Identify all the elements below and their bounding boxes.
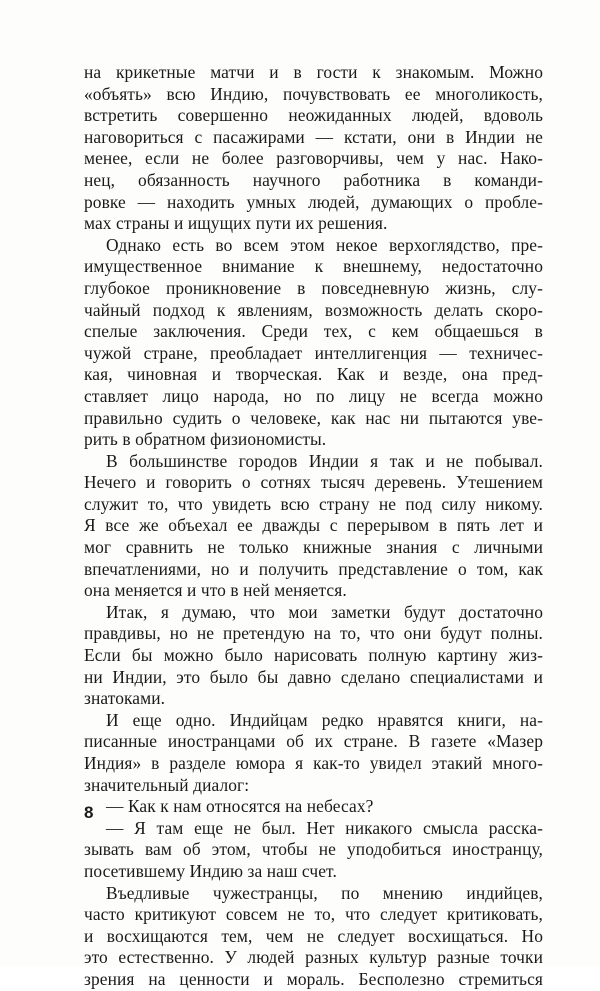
text-line: менее, если не более разговорчивы, чем у нас. Нако- xyxy=(84,148,543,169)
text-line: правдивы, но не претендую на то, что они будут полны. xyxy=(84,623,543,644)
text-line: глубокое проникновение в повседневную жизнь, слу- xyxy=(84,277,543,298)
text-line: впечатлениями, но и получить представление о том, как xyxy=(84,558,543,579)
text-line: «объять» всю Индию, почувствовать ее многоликость, xyxy=(84,83,543,104)
text-line: посетившему Индию за наш счет. xyxy=(84,860,337,881)
paragraph xyxy=(84,796,543,818)
page-number: 8 xyxy=(84,803,94,822)
text-line: Однако есть во всем этом некое верхоглядство, пре- xyxy=(106,234,543,255)
text-line: Итак, я думаю, что мои заметки будут достаточно xyxy=(106,601,543,622)
text-line: мог сравнить не только книжные знания с личными xyxy=(84,537,543,558)
text-line: служит то, что увидеть всю страну не под силу никому. xyxy=(84,493,543,514)
text-line: часто критикуют совсем не то, что следует критиковать, xyxy=(84,904,543,925)
text-line: и восхищаются тем, чем не следует восхищаться. Но xyxy=(84,925,543,946)
text-line: встретить совершенно неожиданных людей, вдоволь xyxy=(84,105,543,126)
paragraph xyxy=(84,818,543,883)
text-line: Я все же объехал ее дважды с перерывом в пять лет и xyxy=(84,515,543,536)
paragraph xyxy=(84,451,543,602)
text-line: спелые заключения. Среди тех, с кем общаешься в xyxy=(84,321,543,342)
text-line: Индия» в разделе юмора я как-то увидел этакий много- xyxy=(84,753,543,773)
text-line: значительный диалог: xyxy=(84,774,250,795)
text-line: Если бы можно было нарисовать полную картину жиз- xyxy=(84,645,543,666)
text-line: ровке — находить умных людей, думающих о пробле- xyxy=(84,191,543,212)
text-line: это естественно. У людей разных культур разные точки xyxy=(84,947,543,968)
text-line: на крикетные матчи и в гости к знакомым. Можно xyxy=(84,62,543,82)
text-line: кая, чиновная и творческая. Как и везде, она пред- xyxy=(84,364,543,385)
text-line: писанные иностранцами об их стране. В газете «Мазер xyxy=(84,731,543,752)
text-line: ставляет лицо народа, но по лицу не всегда можно xyxy=(84,385,543,406)
text-line: ни Индии, это было бы давно сделано специалистами и xyxy=(84,666,543,687)
paragraph xyxy=(84,62,543,235)
paragraph xyxy=(84,602,543,710)
text-line: знатоками. xyxy=(84,688,166,709)
text-line: зывать вам об этом, чтобы не уподобиться иностранцу, xyxy=(84,839,543,860)
body-text xyxy=(84,62,543,991)
text-line: И еще одно. Индийцам редко нравятся книги, на- xyxy=(106,709,543,730)
text-line: наговориться с пасажирами — кстати, они в Индии не xyxy=(84,126,543,147)
text-line: мах страны и ищущих пути их решения. xyxy=(84,213,388,234)
text-line: — Я там еще не был. Нет никакого смысла расска- xyxy=(106,817,543,838)
text-line: Нечего и говорить о сотнях тысяч деревень. Утешением xyxy=(84,472,543,493)
text-line: рить в обратном физиономисты. xyxy=(84,429,327,450)
text-line: чайный подход к явлениям, возможность делать скоро- xyxy=(84,299,543,320)
text-line: она меняется и что в ней меняется. xyxy=(84,580,347,601)
text-line: правильно судить о человеке, как нас ни пытаются уве- xyxy=(84,407,543,428)
text-line: В большинстве городов Индии я так и не побывал. xyxy=(106,450,543,471)
text-line: — Как к нам относятся на небесах? xyxy=(106,796,374,817)
text-line: имущественное внимание к внешнему, недостаточно xyxy=(84,256,543,277)
text-line: нец, обязанность научного работника в команди- xyxy=(84,169,543,190)
text-line: зрения на ценности и мораль. Бесполезно стремиться xyxy=(84,968,543,989)
paragraph xyxy=(84,235,543,451)
paragraph xyxy=(84,710,543,796)
text-line: Въедливые чужестранцы, по мнению индийцев, xyxy=(106,882,543,903)
paragraph xyxy=(84,883,543,991)
text-line: чужой стране, преобладает интеллигенция — техничес- xyxy=(84,342,543,363)
